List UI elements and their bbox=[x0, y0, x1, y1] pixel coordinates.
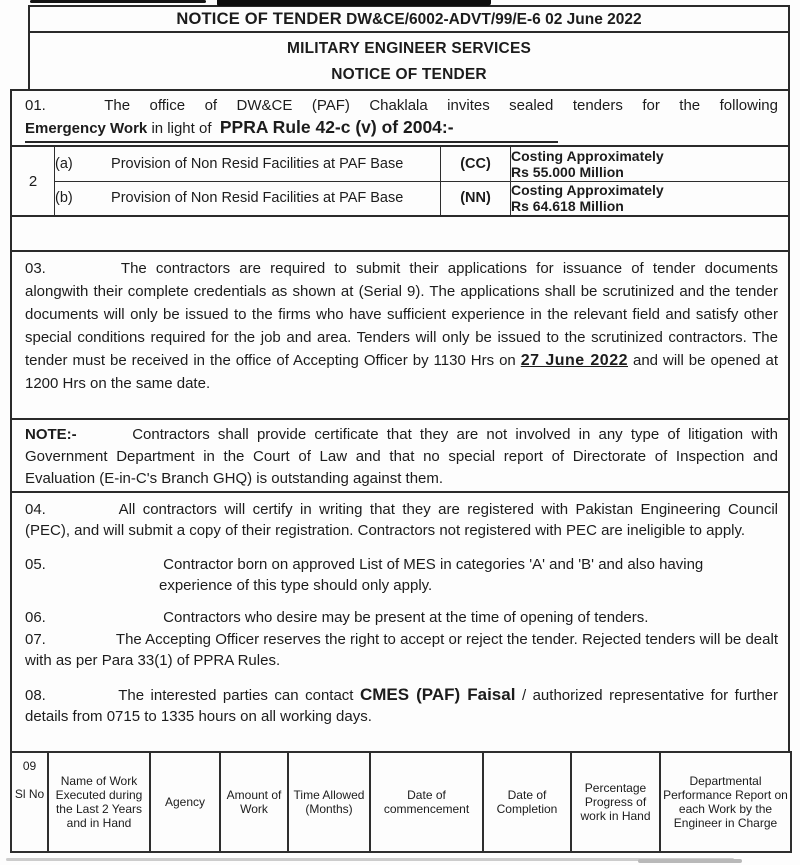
note-block: NOTE:- Contractors shall provide certificate that they are not involved in any type of litigation with Government Department in the Court of Law and that no special report of Directorate of Inspection and Evaluation (E-in-C's Branch GHQ) is outstanding against them. bbox=[10, 418, 790, 493]
work-letter: (b) bbox=[55, 190, 73, 207]
scan-artifact-bottom-right bbox=[638, 859, 742, 863]
works-table-wrap bbox=[12, 145, 788, 217]
notice-subtitle: NOTICE OF TENDER bbox=[331, 66, 487, 83]
header-cell-agency: Agency bbox=[150, 752, 220, 852]
scan-artifact-top-left bbox=[30, 0, 206, 3]
serial-cell: 2 bbox=[12, 147, 55, 215]
notice-reference-number: DW&CE/6002-ADVT/99/E-6 02 June 2022 bbox=[346, 11, 642, 28]
paragraph-number: 06. bbox=[25, 609, 46, 626]
paragraph-05: 05. Contractor born on approved List of MES in categories 'A' and 'B' and also having experience of this type should only apply. bbox=[25, 556, 704, 594]
contact-office: CMES (PAF) Faisal bbox=[359, 685, 516, 704]
work-row-b bbox=[12, 181, 788, 215]
header-cell-serial: 09 Sl No bbox=[11, 752, 48, 852]
paragraph-01-section bbox=[10, 89, 790, 252]
work-row-a bbox=[12, 147, 788, 181]
paragraph-number: 03. bbox=[25, 260, 46, 277]
header-cell-amount: Amount of Work bbox=[220, 752, 288, 852]
work-description: Provision of Non Resid Facilities at PAF Base bbox=[111, 190, 404, 207]
credentials-header-row bbox=[11, 752, 791, 852]
paragraph-01-line1: 01. The office of DW&CE (PAF) Chaklala invites sealed tenders for the following bbox=[25, 95, 778, 117]
header-cell-performance-report: Departmental Performance Report on each Work by the Engineer in Charge bbox=[660, 752, 791, 852]
work-code-cell: (NN) bbox=[441, 181, 511, 215]
paragraph-number: 01. bbox=[25, 97, 46, 114]
work-description-cell bbox=[55, 147, 441, 181]
organization-name: MILITARY ENGINEER SERVICES bbox=[286, 40, 532, 57]
notice-title: NOTICE OF TENDER bbox=[176, 10, 342, 28]
work-cost-cell: Costing Approximately Rs 55.000 Million bbox=[511, 147, 789, 181]
header-cell-time-allowed: Time Allowed (Months) bbox=[288, 752, 370, 852]
notice-reference-header bbox=[28, 5, 790, 33]
paragraph-number: 08. bbox=[25, 687, 46, 704]
organization-header bbox=[28, 31, 790, 91]
header-cell-completion: Date of Completion bbox=[483, 752, 571, 852]
work-description: Provision of Non Resid Facilities at PAF Base bbox=[111, 155, 404, 172]
work-description-cell bbox=[55, 181, 441, 215]
emergency-work-heading: Emergency Work in light of PPRA Rule 42-c (v) of 2004:- bbox=[25, 117, 558, 143]
work-code-cell: (CC) bbox=[441, 147, 511, 181]
header-cell-commencement: Date of commencement bbox=[370, 752, 483, 852]
work-cost-cell: Costing Approximately Rs 64.618 Million bbox=[511, 181, 789, 215]
paragraph-number: 05. bbox=[25, 556, 46, 573]
scan-artifact-bottom bbox=[6, 858, 734, 861]
header-cell-work-name: Name of Work Executed during the Last 2 Years and in Hand bbox=[48, 752, 150, 852]
work-letter: (a) bbox=[55, 155, 73, 172]
header-cell-progress: Percentage Progress of work in Hand bbox=[571, 752, 660, 852]
paragraph-01 bbox=[12, 91, 788, 145]
paragraph-04: 04. All contractors will certify in writing that they are registered with Pakistan Engineering Council (PEC), and will submit a copy of their registration. Contractors not registered with PEC are ineligible to apply. bbox=[25, 501, 778, 539]
paragraph-number: 04. bbox=[25, 501, 46, 518]
paragraph-07: 07. The Accepting Officer reserves the right to accept or reject the tender. Rejected tenders will be dealt with as per Para 33(1) of PPRA Rules. bbox=[25, 631, 778, 669]
works-table bbox=[12, 147, 788, 215]
paragraph-06: 06. Contractors who desire may be present at the time of opening of tenders. bbox=[25, 609, 649, 626]
credentials-table bbox=[10, 751, 792, 853]
note-label: NOTE:- bbox=[25, 426, 77, 443]
tender-due-date: 27 June 2022 bbox=[520, 352, 629, 369]
scan-artifact-top-center bbox=[217, 0, 491, 6]
paragraph-03: 03. The contractors are required to submit their applications for issuance of tender documents alongwith their complete credentials as shown at (Serial 9). The applications shall be scrutinized and the tender documents will only be issued to the firms who have sufficient experience in the relevant field and satisfy other special conditions required for the job and area. Tenders will only be issued to the scrutinized contractors. The tender must be received in the office of Accepting Officer by 1130 Hrs on 27 June 2022 and will be opened at 1200 Hrs on the same date. bbox=[10, 250, 790, 420]
paragraphs-04-08-section bbox=[10, 491, 790, 753]
paragraph-01-line2 bbox=[25, 117, 778, 143]
paragraph-number: 07. bbox=[25, 631, 46, 648]
paragraph-08: 08. The interested parties can contact CMES (PAF) Faisal / authorized representative for further details from 0715 to 1335 hours on all working days. bbox=[25, 685, 779, 725]
